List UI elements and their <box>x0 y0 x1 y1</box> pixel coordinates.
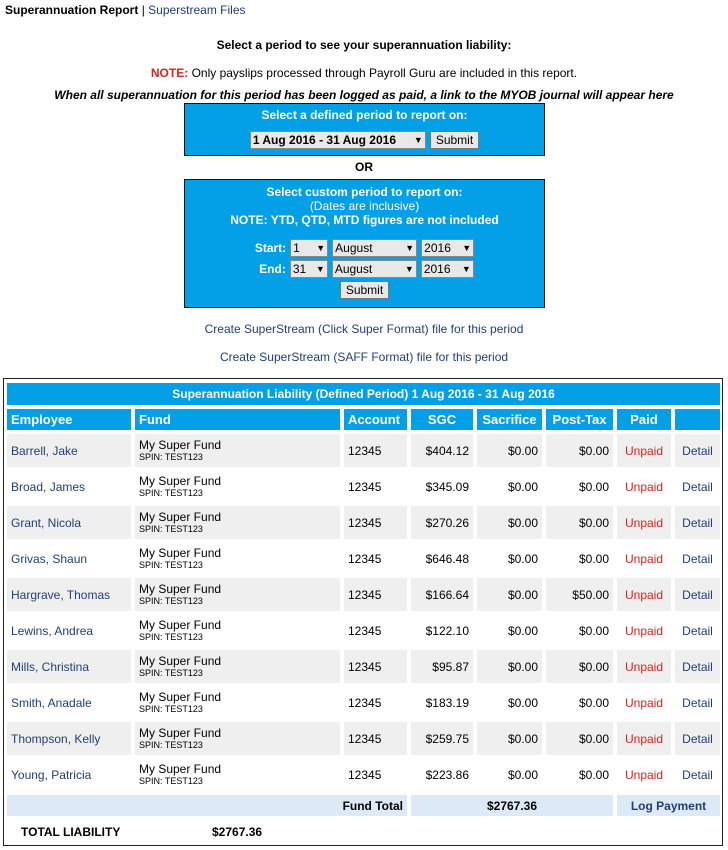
superstream-files-link[interactable]: Superstream Files <box>148 3 246 17</box>
sgc-value: $223.86 <box>425 767 469 782</box>
paid-status-link[interactable]: Unpaid <box>624 659 664 674</box>
cell-sacrifice <box>477 506 542 539</box>
cell-sgc <box>411 722 473 755</box>
cell-paid <box>617 542 671 575</box>
custom-period-title: Select custom period to report on: <box>266 185 463 199</box>
start-month-value: August <box>335 241 373 255</box>
cell-sacrifice <box>477 686 542 719</box>
detail-link[interactable]: Detail <box>682 587 713 602</box>
posttax-value: $0.00 <box>578 695 609 710</box>
fund-name: My Super Fund <box>139 437 222 452</box>
custom-period-box <box>184 179 545 308</box>
cell-employee <box>7 470 131 503</box>
log-payment-cell <box>617 795 720 816</box>
cell-sacrifice <box>477 722 542 755</box>
employee-link[interactable]: Young, Patricia <box>11 767 92 782</box>
account-value: 12345 <box>348 695 382 710</box>
cell-sgc <box>411 434 473 467</box>
sgc-value: $95.87 <box>432 659 469 674</box>
period-heading: Select a period to see your superannuation liability: <box>216 38 512 52</box>
sgc-value: $404.12 <box>425 443 469 458</box>
fund-name: My Super Fund <box>139 761 222 776</box>
fund-spin: SPIN: TEST123 <box>139 775 203 786</box>
cell-account <box>344 686 407 719</box>
log-payment-link[interactable]: Log Payment <box>630 798 707 813</box>
fund-spin: SPIN: TEST123 <box>139 451 203 462</box>
start-label: Start: <box>254 241 287 255</box>
cell-fund <box>135 686 340 719</box>
note-label: NOTE: <box>150 66 189 80</box>
start-year-select[interactable] <box>421 239 474 257</box>
cell-sgc <box>411 614 473 647</box>
cell-employee <box>7 542 131 575</box>
cell-sgc <box>411 686 473 719</box>
cell-fund <box>135 470 340 503</box>
cell-sacrifice <box>477 434 542 467</box>
paid-status-link[interactable]: Unpaid <box>624 551 664 566</box>
col-header-paid: Paid <box>617 409 671 430</box>
cell-sgc <box>411 470 473 503</box>
col-header-fund: Fund <box>135 409 340 430</box>
fund-name: My Super Fund <box>139 473 222 488</box>
employee-link[interactable]: Thompson, Kelly <box>11 731 101 746</box>
detail-link[interactable]: Detail <box>682 767 713 782</box>
cell-sacrifice <box>477 650 542 683</box>
chevron-down-icon: ▼ <box>316 243 326 253</box>
employee-link[interactable]: Smith, Anadale <box>11 695 92 710</box>
cell-detail <box>675 758 720 791</box>
create-saff-link[interactable]: Create SuperStream (SAFF Format) file for this period <box>219 350 509 364</box>
posttax-value: $0.00 <box>578 623 609 638</box>
sacrifice-value: $0.00 <box>507 623 538 638</box>
sacrifice-value: $0.00 <box>507 443 538 458</box>
sacrifice-value: $0.00 <box>507 659 538 674</box>
cell-paid <box>617 650 671 683</box>
total-liability-label: TOTAL LIABILITY <box>21 825 121 839</box>
cell-paid <box>617 758 671 791</box>
posttax-value: $0.00 <box>578 767 609 782</box>
cell-fund <box>135 758 340 791</box>
custom-period-subtitle: (Dates are inclusive) <box>309 199 420 213</box>
employee-link[interactable]: Grivas, Shaun <box>11 551 88 566</box>
cell-account <box>344 470 407 503</box>
end-day-select[interactable] <box>290 260 328 278</box>
col-header-employee: Employee <box>7 409 131 430</box>
fund-spin: SPIN: TEST123 <box>139 631 203 642</box>
cell-fund <box>135 434 340 467</box>
cell-employee <box>7 506 131 539</box>
chevron-down-icon: ▼ <box>461 264 471 274</box>
cell-detail <box>675 506 720 539</box>
cell-employee <box>7 686 131 719</box>
detail-link[interactable]: Detail <box>682 443 713 458</box>
defined-period-box <box>184 103 545 156</box>
cell-detail <box>675 578 720 611</box>
end-label: End: <box>259 262 286 276</box>
cell-sgc <box>411 758 473 791</box>
employee-link[interactable]: Barrell, Jake <box>11 443 78 458</box>
cell-account <box>344 614 407 647</box>
paid-status-link[interactable]: Unpaid <box>624 479 664 494</box>
posttax-value: $0.00 <box>578 659 609 674</box>
cell-fund <box>135 614 340 647</box>
cell-sgc <box>411 542 473 575</box>
note-line <box>0 66 728 80</box>
account-value: 12345 <box>348 767 382 782</box>
sacrifice-value: $0.00 <box>507 551 538 566</box>
cell-detail <box>675 650 720 683</box>
nav-separator: | <box>141 3 145 17</box>
fund-name: My Super Fund <box>139 545 222 560</box>
paid-status-link[interactable]: Unpaid <box>624 623 664 638</box>
fund-name: My Super Fund <box>139 689 222 704</box>
chevron-down-icon: ▼ <box>405 243 415 253</box>
detail-link[interactable]: Detail <box>682 623 713 638</box>
cell-paid <box>617 434 671 467</box>
cell-detail <box>675 542 720 575</box>
end-year-value: 2016 <box>423 262 451 276</box>
cell-account <box>344 434 407 467</box>
detail-link[interactable]: Detail <box>682 695 713 710</box>
custom-period-note: NOTE: YTD, QTD, MTD figures are not included <box>230 213 499 227</box>
cell-account <box>344 722 407 755</box>
sgc-value: $183.19 <box>425 695 469 710</box>
cell-sacrifice <box>477 578 542 611</box>
defined-period-select[interactable] <box>250 131 426 149</box>
paid-status-link[interactable]: Unpaid <box>624 695 664 710</box>
cell-posttax <box>546 434 613 467</box>
defined-period-submit-button[interactable]: Submit <box>430 131 479 149</box>
cell-employee <box>7 578 131 611</box>
page-title: Superannuation Report <box>5 3 139 17</box>
account-value: 12345 <box>348 551 382 566</box>
defined-period-title: Select a defined period to report on: <box>261 108 468 122</box>
sgc-value: $270.26 <box>425 515 469 530</box>
sacrifice-value: $0.00 <box>507 767 538 782</box>
chevron-down-icon: ▼ <box>413 135 423 145</box>
cell-employee <box>7 650 131 683</box>
paid-status-link[interactable]: Unpaid <box>624 767 664 782</box>
cell-fund <box>135 542 340 575</box>
cell-posttax <box>546 506 613 539</box>
account-value: 12345 <box>348 587 382 602</box>
detail-link[interactable]: Detail <box>682 515 713 530</box>
posttax-value: $50.00 <box>572 587 609 602</box>
start-day-value: 1 <box>293 241 300 255</box>
cell-posttax <box>546 650 613 683</box>
sgc-value: $345.09 <box>425 479 469 494</box>
employee-link[interactable]: Grant, Nicola <box>11 515 82 530</box>
fund-spin: SPIN: TEST123 <box>139 487 203 498</box>
cell-detail <box>675 614 720 647</box>
paid-status-link[interactable]: Unpaid <box>624 515 664 530</box>
fund-spin: SPIN: TEST123 <box>139 667 203 678</box>
sgc-value: $122.10 <box>425 623 469 638</box>
cell-employee <box>7 434 131 467</box>
sgc-value: $259.75 <box>425 731 469 746</box>
posttax-value: $0.00 <box>578 515 609 530</box>
posttax-value: $0.00 <box>578 551 609 566</box>
start-day-select[interactable] <box>290 239 328 257</box>
detail-link[interactable]: Detail <box>682 731 713 746</box>
end-year-select[interactable] <box>421 260 474 278</box>
employee-link[interactable]: Hargrave, Thomas <box>11 587 111 602</box>
col-header-posttax: Post-Tax <box>546 409 613 430</box>
cell-posttax <box>546 758 613 791</box>
cell-employee <box>7 758 131 791</box>
chevron-down-icon: ▼ <box>315 264 325 274</box>
cell-detail <box>675 470 720 503</box>
fund-name: My Super Fund <box>139 509 222 524</box>
account-value: 12345 <box>348 479 382 494</box>
or-label: OR <box>355 160 373 174</box>
employee-link[interactable]: Broad, James <box>11 479 86 494</box>
note-text: Only payslips processed through Payroll Guru are included in this report. <box>188 66 578 80</box>
col-header-sacrifice: Sacrifice <box>477 409 542 430</box>
chevron-down-icon: ▼ <box>462 243 472 253</box>
fund-spin: SPIN: TEST123 <box>139 523 203 534</box>
cell-account <box>344 758 407 791</box>
top-nav <box>5 3 246 17</box>
fund-total-label: Fund Total <box>7 795 407 816</box>
cell-account <box>344 506 407 539</box>
paid-status-link[interactable]: Unpaid <box>624 731 664 746</box>
custom-period-submit-button[interactable]: Submit <box>340 281 389 299</box>
cell-paid <box>617 614 671 647</box>
cell-sacrifice <box>477 470 542 503</box>
end-month-value: August <box>334 262 373 276</box>
cell-paid <box>617 686 671 719</box>
employee-link[interactable]: Lewins, Andrea <box>11 623 94 638</box>
fund-spin: SPIN: TEST123 <box>139 559 203 570</box>
account-value: 12345 <box>348 515 382 530</box>
cell-paid <box>617 578 671 611</box>
cell-fund <box>135 722 340 755</box>
detail-link[interactable]: Detail <box>682 551 713 566</box>
fund-total-value: $2767.36 <box>411 795 613 816</box>
sacrifice-value: $0.00 <box>507 479 538 494</box>
sacrifice-value: $0.00 <box>507 515 538 530</box>
detail-link[interactable]: Detail <box>682 659 713 674</box>
cell-sacrifice <box>477 542 542 575</box>
cell-sgc <box>411 578 473 611</box>
account-value: 12345 <box>348 443 382 458</box>
employee-link[interactable]: Mills, Christina <box>11 659 90 674</box>
cell-detail <box>675 722 720 755</box>
fund-spin: SPIN: TEST123 <box>139 739 203 750</box>
cell-fund <box>135 650 340 683</box>
cell-employee <box>7 722 131 755</box>
paid-status-link[interactable]: Unpaid <box>624 443 664 458</box>
end-day-value: 31 <box>292 262 307 276</box>
cell-fund <box>135 578 340 611</box>
cell-sgc <box>411 650 473 683</box>
cell-sgc <box>411 506 473 539</box>
cell-paid <box>617 506 671 539</box>
cell-detail <box>675 686 720 719</box>
cell-posttax <box>546 578 613 611</box>
sacrifice-value: $0.00 <box>507 587 538 602</box>
col-header-sgc: SGC <box>411 409 473 430</box>
defined-period-value: 1 Aug 2016 - 31 Aug 2016 <box>252 133 396 147</box>
cell-sacrifice <box>477 614 542 647</box>
fund-name: My Super Fund <box>139 617 222 632</box>
create-click-super-link[interactable]: Create SuperStream (Click Super Format) file for this period <box>204 322 524 336</box>
sacrifice-value: $0.00 <box>507 695 538 710</box>
sgc-value: $646.48 <box>425 551 469 566</box>
cell-paid <box>617 470 671 503</box>
start-year-value: 2016 <box>424 241 451 255</box>
cell-account <box>344 650 407 683</box>
cell-fund <box>135 506 340 539</box>
start-month-select[interactable] <box>332 239 417 257</box>
col-header-account: Account <box>344 409 407 430</box>
cell-account <box>344 578 407 611</box>
fund-spin: SPIN: TEST123 <box>139 703 203 714</box>
sgc-value: $166.64 <box>425 587 469 602</box>
posttax-value: $0.00 <box>578 479 609 494</box>
liability-table-title: Superannuation Liability (Defined Period) 1 Aug 2016 - 31 Aug 2016 <box>7 383 720 405</box>
total-liability-value: $2767.36 <box>212 825 263 839</box>
paid-status-link[interactable]: Unpaid <box>624 587 664 602</box>
end-month-select[interactable] <box>332 260 417 278</box>
fund-name: My Super Fund <box>139 653 222 668</box>
account-value: 12345 <box>348 731 382 746</box>
journal-info-text: When all superannuation for this period has been logged as paid, a link to the MYOB journal will appear here <box>54 88 674 102</box>
cell-posttax <box>546 686 613 719</box>
chevron-down-icon: ▼ <box>404 264 414 274</box>
detail-link[interactable]: Detail <box>682 479 713 494</box>
cell-posttax <box>546 722 613 755</box>
cell-account <box>344 542 407 575</box>
col-header-detail <box>675 409 720 430</box>
cell-posttax <box>546 614 613 647</box>
account-value: 12345 <box>348 623 382 638</box>
sacrifice-value: $0.00 <box>507 731 538 746</box>
fund-spin: SPIN: TEST123 <box>139 595 203 606</box>
fund-name: My Super Fund <box>139 581 222 596</box>
cell-detail <box>675 434 720 467</box>
cell-paid <box>617 722 671 755</box>
cell-posttax <box>546 542 613 575</box>
account-value: 12345 <box>348 659 382 674</box>
posttax-value: $0.00 <box>578 443 609 458</box>
cell-posttax <box>546 470 613 503</box>
cell-sacrifice <box>477 758 542 791</box>
cell-employee <box>7 614 131 647</box>
fund-name: My Super Fund <box>139 725 222 740</box>
posttax-value: $0.00 <box>578 731 609 746</box>
